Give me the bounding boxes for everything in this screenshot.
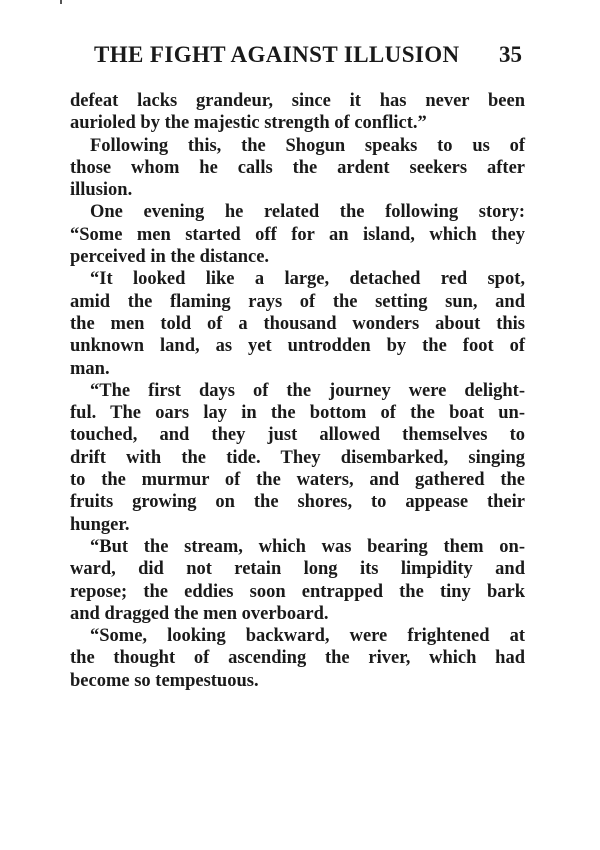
text-line: defeat lacks grandeur, since it has never been <box>70 91 525 111</box>
running-header <box>72 42 522 72</box>
text-line: illusion. <box>70 180 133 201</box>
text-line: to the murmur of the waters, and gathered the <box>70 470 525 491</box>
text-line: ward, did not retain long its limpidity and <box>70 559 525 580</box>
text-line: the thought of ascending the river, which had <box>70 648 525 669</box>
text-line: and dragged the men overboard. <box>70 603 329 624</box>
scan-mark <box>60 0 62 4</box>
page-number: 35 <box>499 42 522 67</box>
text-line: those whom he calls the ardent seekers after <box>70 157 525 178</box>
text-line: perceived in the distance. <box>70 247 270 268</box>
text-line: Following this, the Shogun speaks to us of <box>90 135 525 156</box>
text-line: ful. The oars lay in the bottom of the boat un- <box>70 403 525 424</box>
running-head-title: THE FIGHT AGAINST ILLUSION <box>94 42 460 67</box>
text-line: repose; the eddies soon entrapped the tiny bark <box>70 581 525 602</box>
text-line: “Some men started off for an island, which they <box>70 224 525 245</box>
text-line: amid the flaming rays of the setting sun, and <box>70 291 525 312</box>
text-line: man. <box>70 358 110 379</box>
text-line: “But the stream, which was bearing them on- <box>90 536 525 557</box>
text-line: unknown land, as yet untrodden by the foot of <box>70 336 525 357</box>
text-line: fruits growing on the shores, to appease their <box>70 492 525 513</box>
text-line: hunger. <box>70 514 130 535</box>
text-line: One evening he related the following story: <box>90 202 525 223</box>
text-line: become so tempestuous. <box>70 670 259 691</box>
text-line: aurioled by the majestic strength of conflict.” <box>70 113 427 134</box>
text-line: “Some, looking backward, were frightened at <box>90 626 525 647</box>
text-line: the men told of a thousand wonders about this <box>70 313 525 334</box>
text-line: touched, and they just allowed themselves to <box>70 425 525 446</box>
text-line: drift with the tide. They disembarked, singing <box>70 447 525 468</box>
text-line: “The first days of the journey were delight- <box>90 380 525 401</box>
body-text <box>70 90 525 692</box>
text-line: “It looked like a large, detached red spot, <box>90 269 525 290</box>
